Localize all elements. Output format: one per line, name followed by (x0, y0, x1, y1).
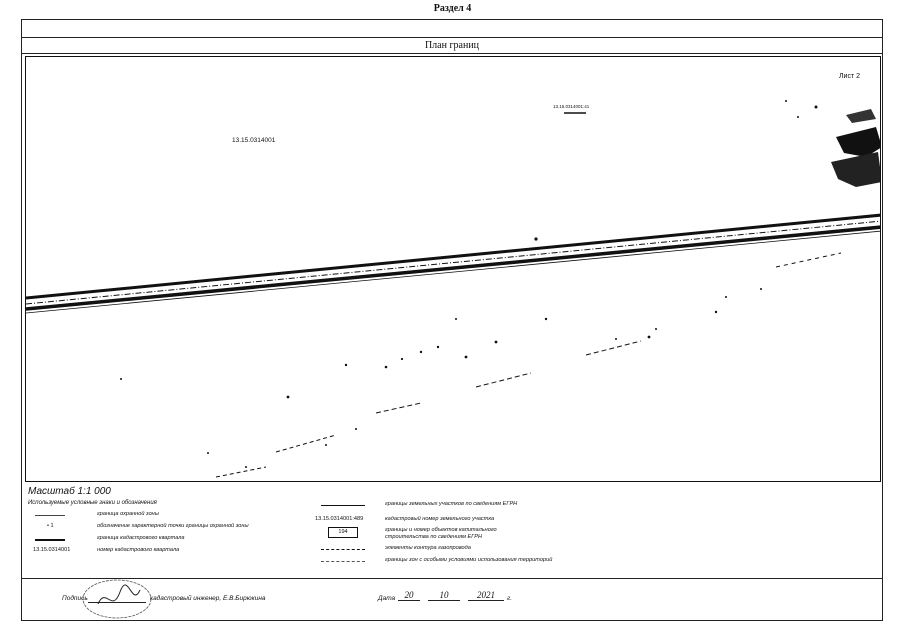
date-label: Дата (378, 595, 396, 602)
legend-symbol-land-boundary (321, 505, 365, 506)
legend-item-special-zones: границы зон с особыми условиями использования территорий (385, 557, 553, 563)
date-year: 2021 (468, 590, 504, 601)
signature-label: Подпись (62, 595, 88, 602)
zone-boundary-upper (26, 215, 881, 298)
scatter-points (120, 237, 762, 468)
legend-symbol-special-zones (321, 561, 365, 562)
legend-title: Используемые условные знаки и обозначения (28, 500, 157, 506)
zone-boundary-outer (26, 231, 881, 313)
legend-item-zone-boundary: граница охранной зоны (97, 511, 159, 517)
section-title: Раздел 4 (433, 3, 472, 14)
legend-item-quarter-boundary: граница кадастрового квартала (97, 535, 185, 541)
map-drawing (26, 57, 881, 482)
legend-symbol-zone-boundary (35, 515, 65, 516)
terrain-hatching (785, 100, 881, 187)
legend-symbol-quarter-number: 13.15.0314001 (33, 547, 71, 553)
legend-symbol-building: 194 (328, 527, 358, 538)
legend-symbol-cadastral-number: 13.15.0314001:489 (315, 516, 364, 522)
parcel-number-label: 13.15.0314001:41 (553, 104, 590, 109)
dash-marks (216, 253, 841, 477)
sheet-label: Лист 2 (838, 73, 860, 80)
legend-item-point: обозначение характерной точки границы охранной зоны (97, 523, 249, 529)
date-month: 10 (428, 590, 460, 601)
legend-item-building: границы и номер объектов капитального строительства по сведениям ЕГРН (385, 527, 497, 540)
boundary-map (25, 56, 881, 482)
legend-item-quarter-number: номер кадастрового квартала (97, 547, 180, 553)
legend-item-cadastral-number: кадастровый номер земельного участка (385, 516, 495, 522)
date-day: 20 (398, 590, 420, 601)
engineer-name: кадастровый инженер, Е.В.Бирюкина (150, 595, 266, 602)
plan-title: План границ (21, 37, 883, 54)
legend-symbol-gas-pipeline (321, 549, 365, 550)
zone-boundary-lower (26, 227, 881, 309)
legend-symbol-quarter-boundary (35, 539, 65, 541)
map-scale: Масштаб 1:1 000 (28, 486, 111, 497)
legend-item-gas-pipeline: элементы контура газопровода (385, 545, 471, 551)
gas-pipeline-line (26, 221, 881, 304)
quarter-number-label: 13.15.0314001 (232, 137, 276, 144)
signature-stamp (76, 578, 158, 620)
legend-item-land-boundary: границы земельных участков по сведениям ЕГРН (385, 501, 518, 507)
legend (25, 484, 881, 579)
legend-symbol-point: • 1 (47, 523, 54, 529)
date-year-suffix: г. (507, 595, 513, 602)
